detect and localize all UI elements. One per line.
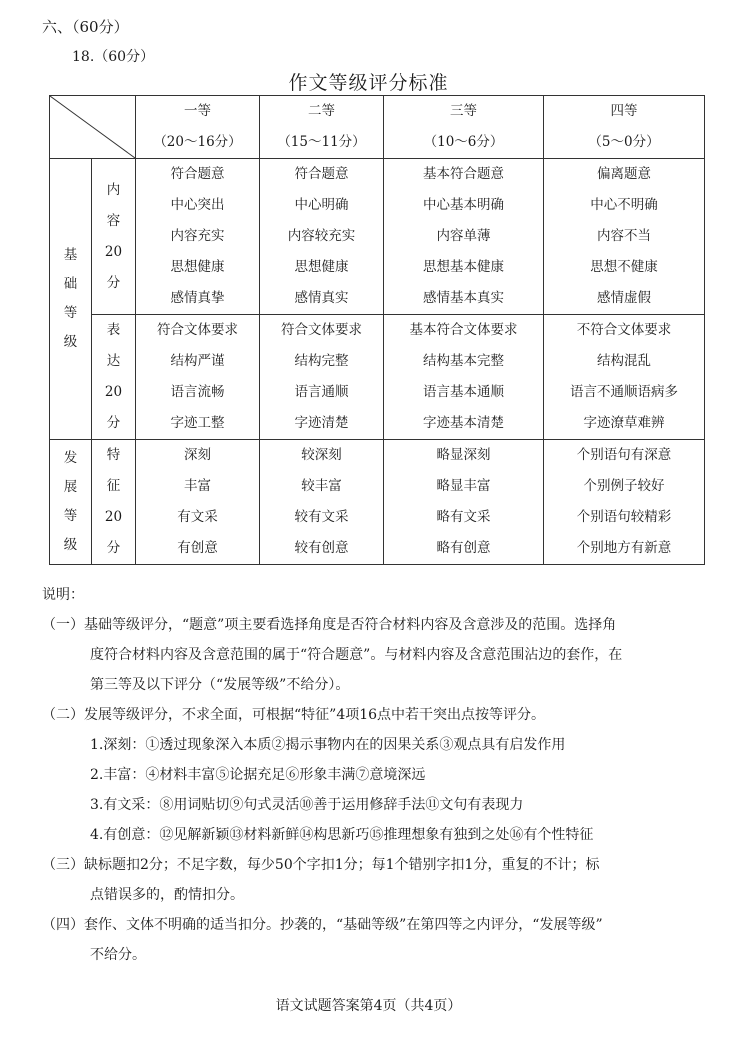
note-line: 度符合材料内容及含意范围的属于“符合题意”。与材料内容及含意范围沾边的套作，在 xyxy=(90,647,623,663)
grade-header-3: 三等 （10～6分） xyxy=(384,96,544,159)
expression-grade-1: 符合文体要求 结构严谨 语言流畅 字迹工整 xyxy=(136,315,260,440)
content-grade-1: 符合题意 中心突出 内容充实 思想健康 感情真挚 xyxy=(136,159,260,315)
note-line: （一）基础等级评分，“题意”项主要看选择角度是否符合材料内容及含意涉及的范围。选择角 xyxy=(42,617,617,633)
note-line: （三）缺标题扣2分；不足字数，每少50个字扣1分；每1个错别字扣1分，重复的不计；标 xyxy=(42,857,600,873)
notes-title: 说明： xyxy=(42,587,84,603)
note-line: 1.深刻：①透过现象深入本质②揭示事物内在的因果关系③观点具有启发作用 xyxy=(90,737,566,753)
expression-grade-3: 基本符合文体要求 结构基本完整 语言基本通顺 字迹基本清楚 xyxy=(384,315,544,440)
grade-header-1: 一等 （20～16分） xyxy=(136,96,260,159)
diagonal-line xyxy=(50,96,135,158)
diagonal-header-cell xyxy=(50,96,136,159)
note-line: 第三等及以下评分（“发展等级”不给分）。 xyxy=(90,677,350,693)
note-line: 不给分。 xyxy=(90,947,146,963)
content-grade-4: 偏离题意 中心不明确 内容不当 思想不健康 感情虚假 xyxy=(544,159,705,315)
header-row xyxy=(50,96,705,159)
feature-grade-3: 略显深刻 略显丰富 略有文采 略有创意 xyxy=(384,440,544,565)
note-line: 2.丰富：④材料丰富⑤论据充足⑥形象丰满⑦意境深远 xyxy=(90,767,426,783)
development-level-label: 发 展 等 级 xyxy=(50,440,92,565)
note-line: （四）套作、文体不明确的适当扣分。抄袭的，“基础等级”在第四等之内评分，“发展等级” xyxy=(42,917,603,933)
grade-header-2: 二等 （15～11分） xyxy=(260,96,384,159)
feature-row xyxy=(50,440,705,565)
feature-grade-1: 深刻 丰富 有文采 有创意 xyxy=(136,440,260,565)
note-line: 点错误多的，酌情扣分。 xyxy=(90,887,244,903)
feature-grade-2: 较深刻 较丰富 较有文采 较有创意 xyxy=(260,440,384,565)
expression-row xyxy=(50,315,705,440)
question-title: 18.（60分） xyxy=(72,49,155,65)
notes-section xyxy=(42,580,712,970)
content-grade-3: 基本符合题意 中心基本明确 内容单薄 思想基本健康 感情基本真实 xyxy=(384,159,544,315)
content-label: 内 容 20 分 xyxy=(92,159,136,315)
content-row xyxy=(50,159,705,315)
feature-grade-4: 个别语句有深意 个别例子较好 个别语句较精彩 个别地方有新意 xyxy=(544,440,705,565)
expression-label: 表 达 20 分 xyxy=(92,315,136,440)
page-footer: 语文试题答案第4页（共4页） xyxy=(275,998,462,1014)
feature-label: 特 征 20 分 xyxy=(92,440,136,565)
grade-header-4: 四等 （5～0分） xyxy=(544,96,705,159)
expression-grade-2: 符合文体要求 结构完整 语言通顺 字迹清楚 xyxy=(260,315,384,440)
grading-table xyxy=(49,95,705,565)
note-line: 3.有文采：⑧用词贴切⑨句式灵活⑩善于运用修辞手法⑪文句有表现力 xyxy=(90,797,524,813)
basic-level-label: 基 础 等 级 xyxy=(50,159,92,440)
section-title: 六、（60分） xyxy=(42,18,129,36)
note-line: （二）发展等级评分，不求全面，可根据“特征”4项16点中若干突出点按等评分。 xyxy=(42,707,546,723)
note-line: 4.有创意：⑫见解新颖⑬材料新鲜⑭构思新巧⑮推理想象有独到之处⑯有个性特征 xyxy=(90,827,594,843)
expression-grade-4: 不符合文体要求 结构混乱 语言不通顺语病多 字迹潦草难辨 xyxy=(544,315,705,440)
table-title: 作文等级评分标准 xyxy=(288,72,449,94)
content-grade-2: 符合题意 中心明确 内容较充实 思想健康 感情真实 xyxy=(260,159,384,315)
